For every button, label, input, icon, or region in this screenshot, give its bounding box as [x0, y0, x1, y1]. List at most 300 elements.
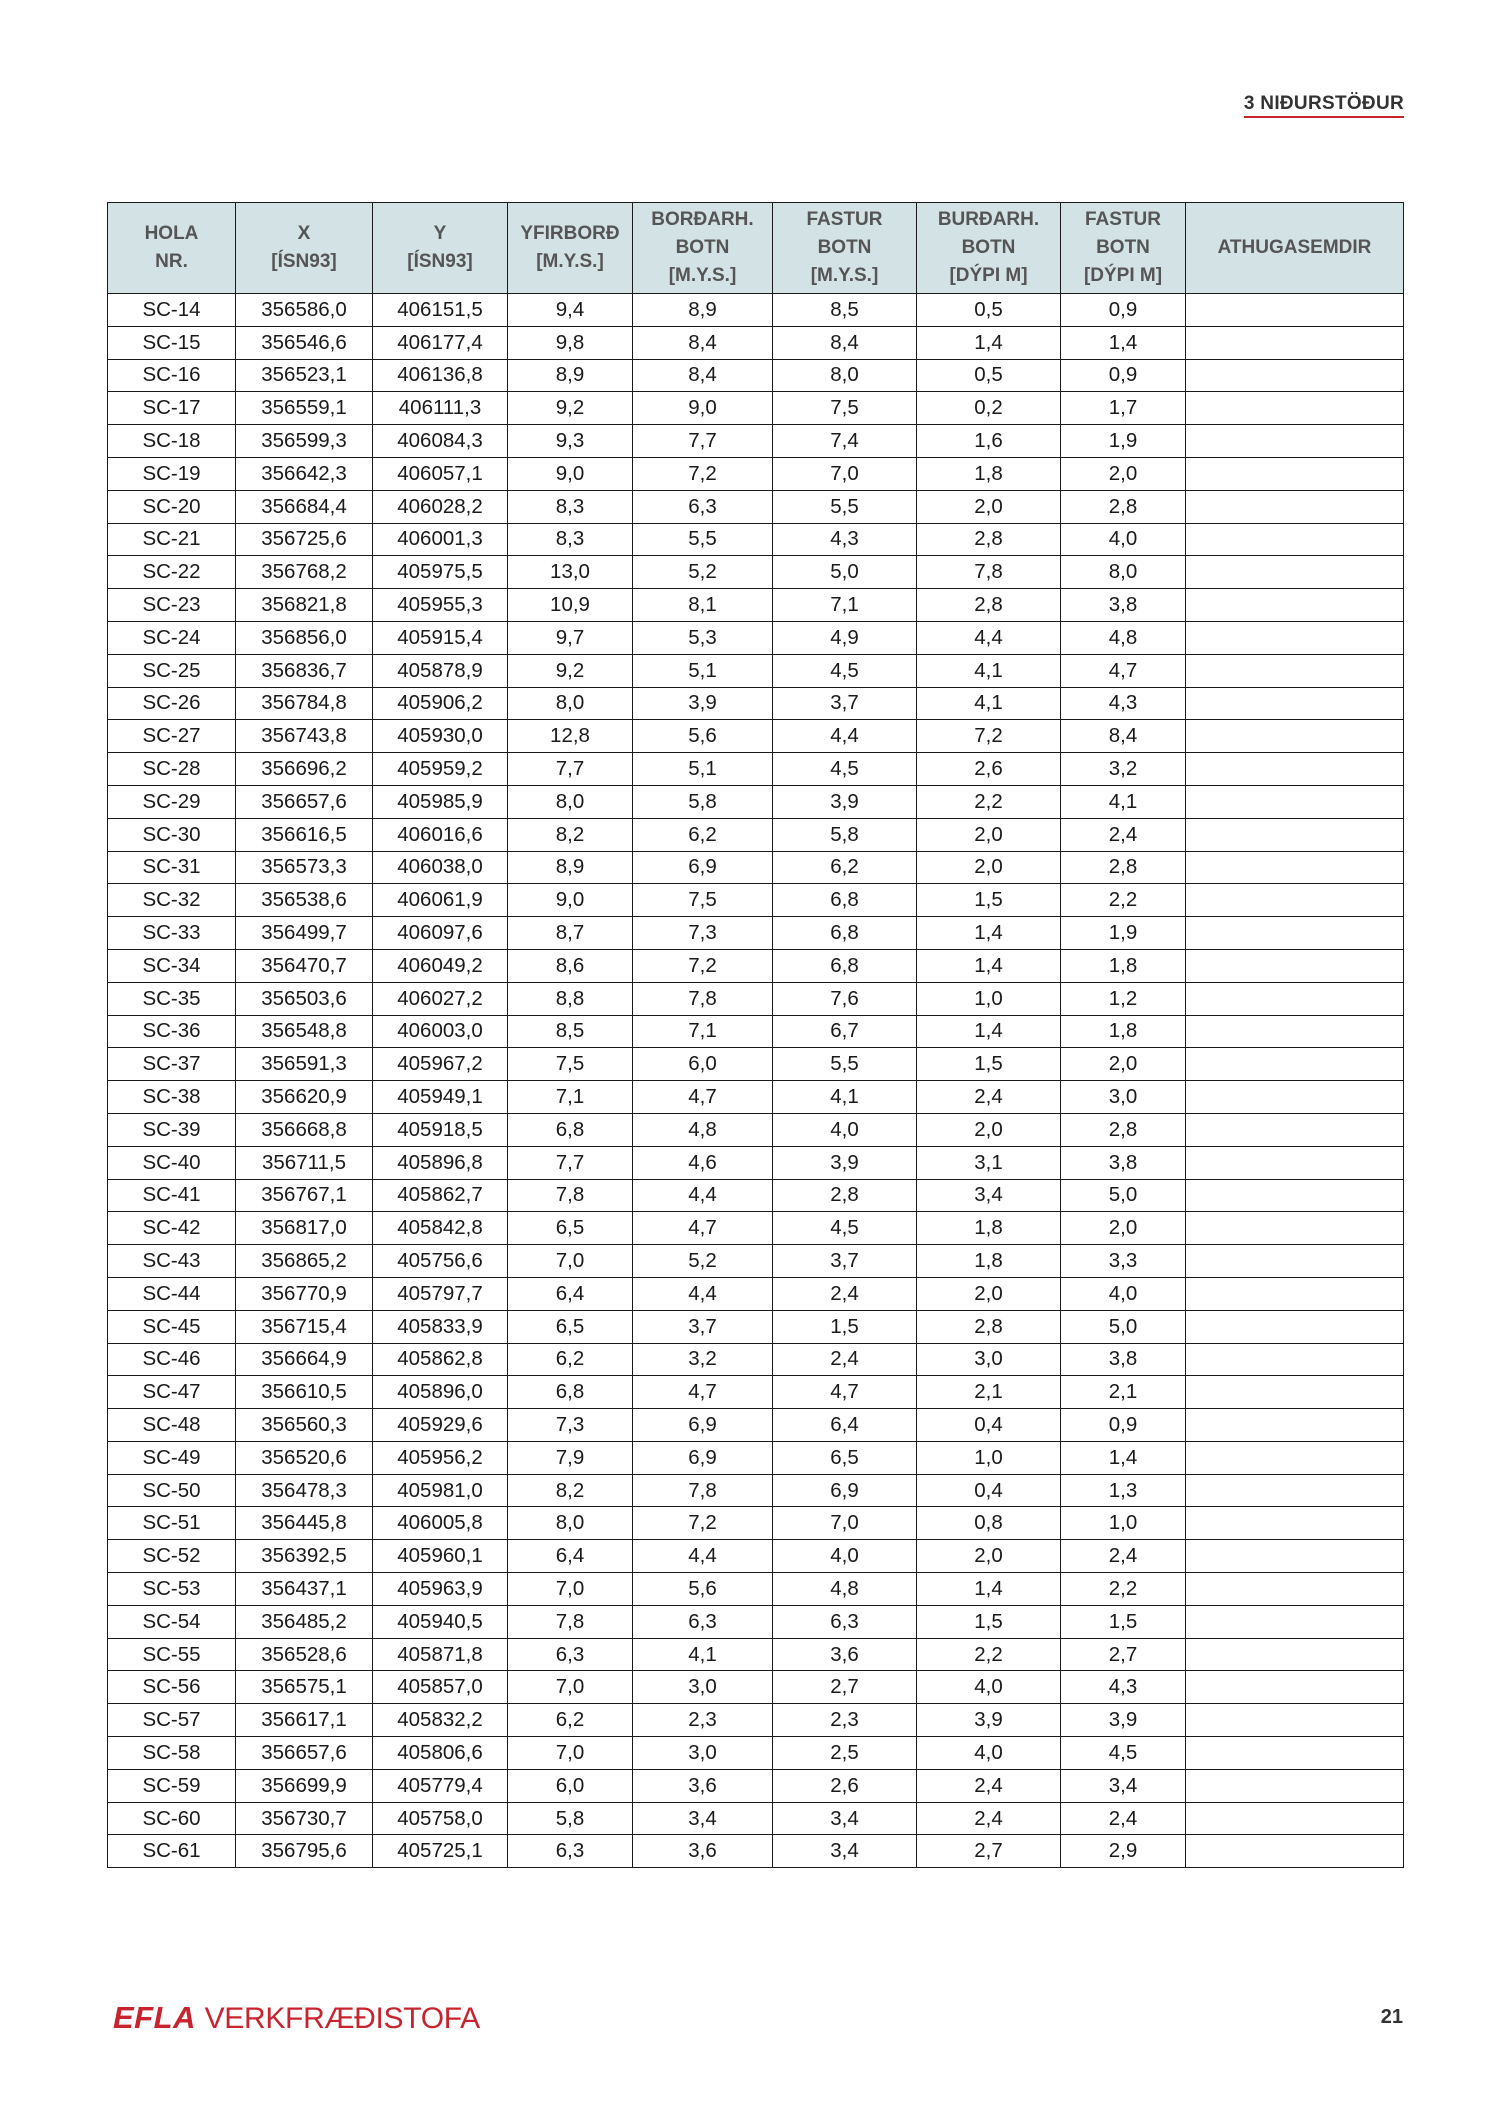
table-cell: 5,2	[633, 556, 773, 589]
table-cell: 7,1	[508, 1081, 633, 1114]
table-cell: 405985,9	[373, 785, 508, 818]
column-header	[108, 203, 236, 294]
table-cell	[1186, 753, 1404, 786]
table-cell: 4,0	[773, 1540, 917, 1573]
table-cell: 356528,6	[236, 1638, 373, 1671]
table-cell: 4,3	[1061, 1671, 1186, 1704]
table-cell: 405906,2	[373, 687, 508, 720]
table-row	[108, 1081, 1404, 1114]
table-cell: 356668,8	[236, 1113, 373, 1146]
table-cell: 356520,6	[236, 1441, 373, 1474]
table-cell: 2,4	[917, 1081, 1061, 1114]
table-cell: 406003,0	[373, 1015, 508, 1048]
table-cell: 7,1	[773, 589, 917, 622]
table-cell: 405929,6	[373, 1409, 508, 1442]
table-cell: 406016,6	[373, 818, 508, 851]
table-cell	[1186, 1081, 1404, 1114]
table-cell: 406111,3	[373, 392, 508, 425]
table-row	[108, 523, 1404, 556]
hole-id-cell: SC-44	[108, 1277, 236, 1310]
hole-id-cell: SC-61	[108, 1835, 236, 1868]
table-row	[108, 687, 1404, 720]
table-cell: 356743,8	[236, 720, 373, 753]
table-cell: 6,4	[773, 1409, 917, 1442]
table-cell: 356730,7	[236, 1802, 373, 1835]
table-row	[108, 1507, 1404, 1540]
column-header	[773, 203, 917, 294]
table-cell: 5,8	[773, 818, 917, 851]
table-cell: 4,5	[773, 1212, 917, 1245]
table-cell: 1,8	[1061, 949, 1186, 982]
table-cell	[1186, 1245, 1404, 1278]
table-cell: 4,4	[917, 621, 1061, 654]
table-cell: 3,9	[773, 1146, 917, 1179]
table-cell: 3,9	[773, 785, 917, 818]
table-cell: 2,4	[773, 1343, 917, 1376]
table-cell: 5,5	[633, 523, 773, 556]
table-row	[108, 785, 1404, 818]
table-cell	[1186, 1474, 1404, 1507]
column-header-line: [M.Y.S.]	[668, 265, 737, 286]
table-cell: 7,0	[508, 1245, 633, 1278]
table-cell: 406057,1	[373, 457, 508, 490]
table-cell: 2,0	[917, 1113, 1061, 1146]
table-cell	[1186, 490, 1404, 523]
table-cell: 8,2	[508, 818, 633, 851]
table-cell: 3,7	[633, 1310, 773, 1343]
table-row	[108, 1638, 1404, 1671]
table-cell: 8,4	[773, 326, 917, 359]
table-row	[108, 1113, 1404, 1146]
column-header-line: BOTN	[817, 237, 872, 258]
table-cell: 4,4	[633, 1540, 773, 1573]
hole-id-cell: SC-60	[108, 1802, 236, 1835]
table-cell: 6,9	[633, 1409, 773, 1442]
table-cell: 2,2	[917, 785, 1061, 818]
table-cell: 4,0	[917, 1737, 1061, 1770]
table-cell: 1,4	[917, 326, 1061, 359]
table-cell: 8,8	[508, 982, 633, 1015]
table-cell: 4,8	[773, 1573, 917, 1606]
hole-id-cell: SC-54	[108, 1605, 236, 1638]
column-header-line: BOTN	[961, 237, 1016, 258]
table-cell: 8,5	[773, 294, 917, 327]
table-cell: 405797,7	[373, 1277, 508, 1310]
table-cell: 356437,1	[236, 1573, 373, 1606]
hole-id-cell: SC-39	[108, 1113, 236, 1146]
table-row	[108, 1704, 1404, 1737]
table-cell: 4,1	[1061, 785, 1186, 818]
table-cell: 2,0	[917, 1277, 1061, 1310]
table-cell: 9,0	[508, 457, 633, 490]
table-cell: 7,2	[917, 720, 1061, 753]
table-cell: 0,2	[917, 392, 1061, 425]
table-cell: 4,0	[1061, 523, 1186, 556]
hole-id-cell: SC-45	[108, 1310, 236, 1343]
table-cell: 1,8	[917, 457, 1061, 490]
table-cell: 406049,2	[373, 949, 508, 982]
hole-id-cell: SC-35	[108, 982, 236, 1015]
table-cell: 5,1	[633, 753, 773, 786]
table-cell	[1186, 1409, 1404, 1442]
table-cell: 406084,3	[373, 425, 508, 458]
table-cell: 3,8	[1061, 589, 1186, 622]
table-cell: 0,4	[917, 1409, 1061, 1442]
column-header-line: BOTN	[675, 237, 730, 258]
table-cell: 7,7	[633, 425, 773, 458]
table-cell	[1186, 1441, 1404, 1474]
hole-id-cell: SC-25	[108, 654, 236, 687]
table-cell: 356664,9	[236, 1343, 373, 1376]
hole-id-cell: SC-37	[108, 1048, 236, 1081]
hole-id-cell: SC-31	[108, 851, 236, 884]
table-cell: 7,8	[917, 556, 1061, 589]
table-cell: 6,2	[508, 1343, 633, 1376]
table-cell: 356546,6	[236, 326, 373, 359]
column-header-line: [M.Y.S.]	[810, 265, 879, 286]
table-row	[108, 1048, 1404, 1081]
table-cell: 405878,9	[373, 654, 508, 687]
table-cell: 6,0	[508, 1769, 633, 1802]
table-cell: 405758,0	[373, 1802, 508, 1835]
table-cell	[1186, 1573, 1404, 1606]
table-cell: 3,6	[633, 1769, 773, 1802]
table-cell: 356699,9	[236, 1769, 373, 1802]
table-cell: 8,9	[633, 294, 773, 327]
table-cell: 356696,2	[236, 753, 373, 786]
table-cell: 2,4	[917, 1769, 1061, 1802]
table-cell: 5,0	[773, 556, 917, 589]
table-cell: 356821,8	[236, 589, 373, 622]
table-row	[108, 1179, 1404, 1212]
table-cell	[1186, 785, 1404, 818]
table-cell: 356485,2	[236, 1605, 373, 1638]
table-cell: 1,0	[917, 1441, 1061, 1474]
table-cell: 4,7	[633, 1081, 773, 1114]
table-cell: 2,5	[773, 1737, 917, 1770]
table-cell: 356711,5	[236, 1146, 373, 1179]
table-cell: 405930,0	[373, 720, 508, 753]
table-cell: 406001,3	[373, 523, 508, 556]
table-row	[108, 621, 1404, 654]
table-body	[108, 294, 1404, 1868]
hole-id-cell: SC-29	[108, 785, 236, 818]
table-cell: 9,4	[508, 294, 633, 327]
hole-id-cell: SC-20	[108, 490, 236, 523]
table-cell: 356573,3	[236, 851, 373, 884]
table-cell: 1,7	[1061, 392, 1186, 425]
table-cell: 6,7	[773, 1015, 917, 1048]
table-cell: 4,6	[633, 1146, 773, 1179]
table-cell: 4,0	[917, 1671, 1061, 1704]
table-row	[108, 982, 1404, 1015]
table-row	[108, 425, 1404, 458]
table-cell: 6,4	[508, 1540, 633, 1573]
table-cell	[1186, 1048, 1404, 1081]
table-cell: 356470,7	[236, 949, 373, 982]
table-cell: 1,0	[917, 982, 1061, 1015]
table-cell: 6,8	[773, 949, 917, 982]
table-cell: 356560,3	[236, 1409, 373, 1442]
hole-id-cell: SC-34	[108, 949, 236, 982]
table-cell: 8,2	[508, 1474, 633, 1507]
hole-id-cell: SC-21	[108, 523, 236, 556]
table-cell: 7,0	[508, 1737, 633, 1770]
table-cell: 6,8	[508, 1113, 633, 1146]
table-cell: 2,1	[1061, 1376, 1186, 1409]
table-cell: 1,4	[1061, 326, 1186, 359]
table-cell: 1,9	[1061, 425, 1186, 458]
table-row	[108, 654, 1404, 687]
efla-logo	[113, 2000, 480, 2036]
table-cell: 5,3	[633, 621, 773, 654]
table-cell	[1186, 294, 1404, 327]
table-cell: 6,9	[773, 1474, 917, 1507]
table-cell: 7,8	[508, 1179, 633, 1212]
table-cell: 356559,1	[236, 392, 373, 425]
table-cell: 4,7	[1061, 654, 1186, 687]
hole-id-cell: SC-17	[108, 392, 236, 425]
table-row	[108, 1245, 1404, 1278]
table-cell: 1,3	[1061, 1474, 1186, 1507]
table-cell: 6,9	[633, 851, 773, 884]
table-cell: 8,3	[508, 490, 633, 523]
table-cell: 356795,6	[236, 1835, 373, 1868]
table-row	[108, 1573, 1404, 1606]
table-cell: 406177,4	[373, 326, 508, 359]
column-header-line: NR.	[155, 251, 188, 272]
table-cell: 4,7	[773, 1376, 917, 1409]
table-row	[108, 1409, 1404, 1442]
table-cell: 6,8	[773, 884, 917, 917]
table-cell: 1,9	[1061, 917, 1186, 950]
hole-id-cell: SC-38	[108, 1081, 236, 1114]
table-cell: 2,0	[917, 851, 1061, 884]
table-cell: 3,9	[633, 687, 773, 720]
table-cell: 1,2	[1061, 982, 1186, 1015]
table-cell	[1186, 457, 1404, 490]
table-row	[108, 949, 1404, 982]
table-cell: 8,0	[773, 359, 917, 392]
table-cell: 3,6	[633, 1835, 773, 1868]
table-cell	[1186, 1343, 1404, 1376]
hole-id-cell: SC-26	[108, 687, 236, 720]
table-cell: 7,4	[773, 425, 917, 458]
table-cell: 0,4	[917, 1474, 1061, 1507]
table-cell: 5,5	[773, 1048, 917, 1081]
table-cell: 1,0	[1061, 1507, 1186, 1540]
table-cell: 3,4	[1061, 1769, 1186, 1802]
table-cell	[1186, 326, 1404, 359]
table-cell: 2,0	[917, 1540, 1061, 1573]
table-row	[108, 917, 1404, 950]
table-cell: 2,6	[773, 1769, 917, 1802]
hole-id-cell: SC-52	[108, 1540, 236, 1573]
table-cell	[1186, 1671, 1404, 1704]
column-header-line: BOTN	[1096, 237, 1150, 258]
table-row	[108, 359, 1404, 392]
hole-id-cell: SC-46	[108, 1343, 236, 1376]
column-header-line: [DÝPI M]	[949, 265, 1028, 286]
table-cell: 8,0	[508, 687, 633, 720]
table-cell: 10,9	[508, 589, 633, 622]
table-cell: 8,1	[633, 589, 773, 622]
table-cell: 3,7	[773, 1245, 917, 1278]
table-cell: 405857,0	[373, 1671, 508, 1704]
table-cell: 6,0	[633, 1048, 773, 1081]
table-cell: 0,9	[1061, 1409, 1186, 1442]
table-row	[108, 556, 1404, 589]
table-cell: 9,7	[508, 621, 633, 654]
table-cell	[1186, 949, 1404, 982]
table-cell: 405806,6	[373, 1737, 508, 1770]
table-cell: 405862,7	[373, 1179, 508, 1212]
column-header	[508, 203, 633, 294]
table-cell: 4,1	[773, 1081, 917, 1114]
table-cell: 2,9	[1061, 1835, 1186, 1868]
table-cell: 405896,0	[373, 1376, 508, 1409]
table-cell: 7,7	[508, 1146, 633, 1179]
table-row	[108, 589, 1404, 622]
column-header	[1186, 203, 1404, 294]
table-cell: 4,1	[917, 654, 1061, 687]
table-cell: 2,4	[917, 1802, 1061, 1835]
table-row	[108, 720, 1404, 753]
table-cell: 356586,0	[236, 294, 373, 327]
table-row	[108, 1835, 1404, 1868]
table-cell: 356538,6	[236, 884, 373, 917]
hole-id-cell: SC-56	[108, 1671, 236, 1704]
table-cell: 356523,1	[236, 359, 373, 392]
table-cell: 2,2	[917, 1638, 1061, 1671]
hole-id-cell: SC-59	[108, 1769, 236, 1802]
table-cell: 7,5	[633, 884, 773, 917]
table-cell: 4,4	[633, 1277, 773, 1310]
table-row	[108, 1146, 1404, 1179]
table-cell: 3,0	[1061, 1081, 1186, 1114]
table-cell: 406028,2	[373, 490, 508, 523]
hole-id-cell: SC-16	[108, 359, 236, 392]
table-cell: 405975,5	[373, 556, 508, 589]
table-cell: 6,3	[633, 490, 773, 523]
table-cell	[1186, 1179, 1404, 1212]
table-cell: 2,8	[917, 523, 1061, 556]
table-row	[108, 1671, 1404, 1704]
hole-id-cell: SC-23	[108, 589, 236, 622]
table-cell: 405896,8	[373, 1146, 508, 1179]
table-cell: 4,8	[633, 1113, 773, 1146]
table-cell: 356599,3	[236, 425, 373, 458]
table-cell: 3,9	[1061, 1704, 1186, 1737]
table-cell: 7,0	[773, 457, 917, 490]
hole-id-cell: SC-51	[108, 1507, 236, 1540]
table-cell: 7,8	[508, 1605, 633, 1638]
table-row	[108, 1212, 1404, 1245]
table-cell: 2,8	[917, 1310, 1061, 1343]
column-header-line: [ÍSN93]	[407, 251, 473, 272]
hole-id-cell: SC-48	[108, 1409, 236, 1442]
boreholes-table	[107, 202, 1404, 1868]
hole-id-cell: SC-36	[108, 1015, 236, 1048]
table-row	[108, 1376, 1404, 1409]
table-cell: 1,8	[917, 1245, 1061, 1278]
table-cell: 405956,2	[373, 1441, 508, 1474]
page-number: 21	[1380, 2006, 1403, 2028]
table-cell: 8,4	[633, 359, 773, 392]
table-cell: 2,4	[1061, 1802, 1186, 1835]
table-cell	[1186, 654, 1404, 687]
table-cell: 3,2	[633, 1343, 773, 1376]
table-cell: 7,6	[773, 982, 917, 1015]
table-cell: 4,1	[633, 1638, 773, 1671]
table-cell: 7,7	[508, 753, 633, 786]
table-cell	[1186, 1802, 1404, 1835]
table-cell	[1186, 523, 1404, 556]
table-cell: 4,3	[1061, 687, 1186, 720]
hole-id-cell: SC-40	[108, 1146, 236, 1179]
table-cell: 9,0	[508, 884, 633, 917]
table-cell: 8,6	[508, 949, 633, 982]
table-cell: 9,2	[508, 654, 633, 687]
table-cell: 7,5	[773, 392, 917, 425]
table-cell: 12,8	[508, 720, 633, 753]
table-row	[108, 490, 1404, 523]
table-cell: 2,3	[773, 1704, 917, 1737]
hole-id-cell: SC-24	[108, 621, 236, 654]
table-row	[108, 1015, 1404, 1048]
table-cell: 2,8	[773, 1179, 917, 1212]
table-cell: 9,8	[508, 326, 633, 359]
table-cell: 1,8	[917, 1212, 1061, 1245]
table-cell: 6,3	[508, 1638, 633, 1671]
table-cell: 405949,1	[373, 1081, 508, 1114]
table-cell	[1186, 1737, 1404, 1770]
column-header	[1061, 203, 1186, 294]
hole-id-cell: SC-47	[108, 1376, 236, 1409]
column-header-line: [DÝPI M]	[1083, 265, 1163, 286]
table-cell: 1,5	[773, 1310, 917, 1343]
table-row	[108, 457, 1404, 490]
table-cell: 2,0	[1061, 457, 1186, 490]
table-cell: 4,5	[1061, 1737, 1186, 1770]
table-cell: 2,8	[1061, 1113, 1186, 1146]
hole-id-cell: SC-15	[108, 326, 236, 359]
table-cell: 2,4	[1061, 1540, 1186, 1573]
table-cell	[1186, 818, 1404, 851]
table-cell: 356616,5	[236, 818, 373, 851]
table-cell: 3,0	[633, 1737, 773, 1770]
table-cell	[1186, 1704, 1404, 1737]
table-cell: 4,3	[773, 523, 917, 556]
table-cell: 356617,1	[236, 1704, 373, 1737]
table-cell: 13,0	[508, 556, 633, 589]
table-cell: 405862,8	[373, 1343, 508, 1376]
hole-id-cell: SC-22	[108, 556, 236, 589]
table-cell: 405871,8	[373, 1638, 508, 1671]
table-cell: 5,6	[633, 720, 773, 753]
table-cell: 3,8	[1061, 1343, 1186, 1376]
table-cell: 2,7	[773, 1671, 917, 1704]
table-cell: 2,0	[917, 818, 1061, 851]
table-cell: 6,8	[508, 1376, 633, 1409]
table-cell: 1,5	[917, 884, 1061, 917]
table-cell: 5,8	[633, 785, 773, 818]
table-cell: 405967,2	[373, 1048, 508, 1081]
table-cell: 405981,0	[373, 1474, 508, 1507]
column-header-line: YFIRBORÐ	[520, 223, 620, 244]
table-cell: 356620,9	[236, 1081, 373, 1114]
table-cell: 7,8	[633, 982, 773, 1015]
